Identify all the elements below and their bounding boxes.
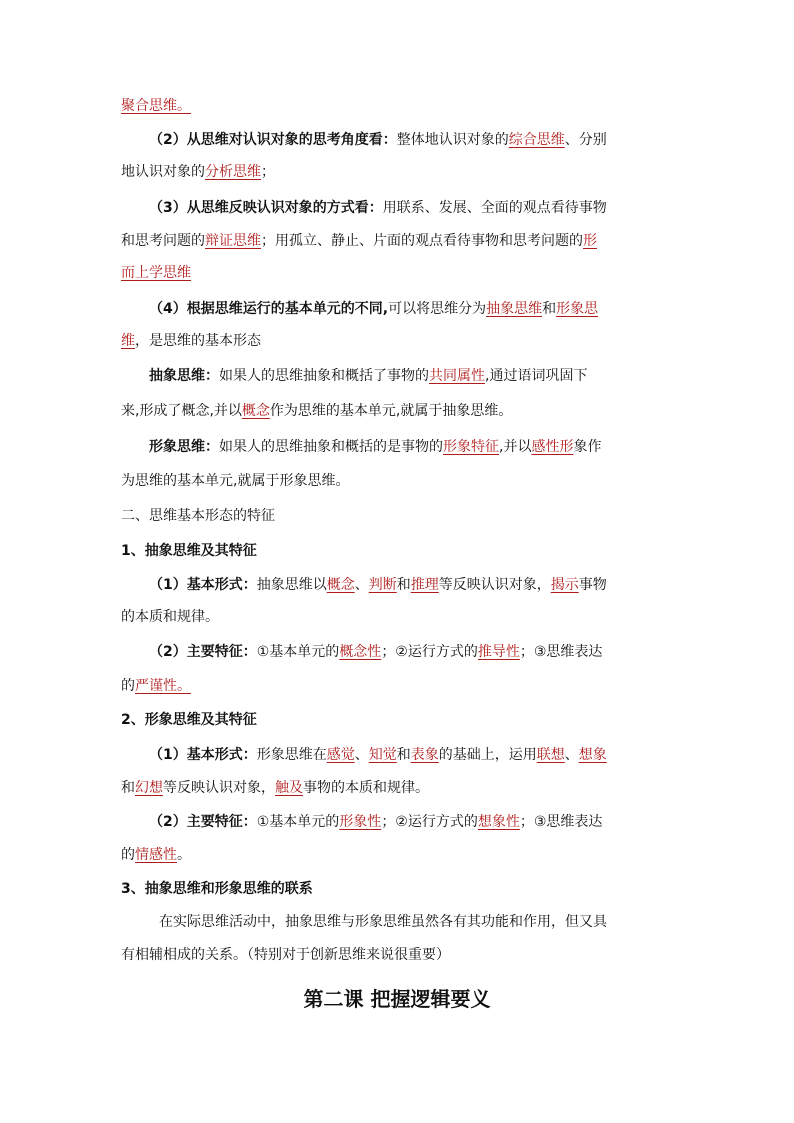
paragraph-line [121, 472, 681, 490]
paragraph-line [121, 677, 681, 695]
text: ①基本单元的 [256, 814, 340, 830]
paragraph-line [149, 131, 681, 149]
keyword: 联想 [536, 747, 565, 763]
paragraph-line [149, 367, 681, 385]
text: 等反映认识对象， [438, 577, 551, 593]
keyword: 概念性 [339, 644, 382, 660]
text: 形象思维在 [256, 747, 327, 763]
paragraph-line [121, 779, 681, 797]
keyword: 而上学思维 [121, 265, 191, 281]
text: 、 [354, 577, 369, 593]
text: 象作 [573, 439, 602, 455]
text: 如果人的思维抽象和概括的是事物的 [219, 439, 443, 455]
paragraph-line: 在实际思维活动中，抽象思维与形象思维虽然各有其功能和作用，但又具 [159, 914, 607, 930]
item-heading: 基本形式： [186, 577, 257, 593]
paragraph-line [149, 746, 681, 764]
text: 的 [121, 678, 135, 694]
text: 和 [542, 301, 557, 317]
keyword: 推理 [410, 577, 439, 593]
text: 如果人的思维抽象和概括了事物的 [219, 368, 429, 384]
text: 为思维的基本单元,就属于形象思维。 [121, 473, 350, 489]
item-number: （2） [149, 814, 187, 830]
text: 的 [121, 847, 135, 863]
item-number: （1） [149, 577, 187, 593]
keyword: 想象性 [477, 814, 520, 830]
keyword: 辩证思维 [205, 233, 261, 249]
subsection-heading: 1、抽象思维及其特征 [121, 543, 257, 559]
keyword: 知觉 [368, 747, 397, 763]
keyword: 维 [121, 333, 135, 349]
text: ；③思维表达 [519, 814, 603, 830]
text: 事物 [578, 577, 607, 593]
item-number: （2） [149, 644, 187, 660]
text: ,通过语词巩固下 [485, 368, 588, 384]
paragraph-line [149, 813, 681, 831]
item-heading: 从思维对认识对象的思考角度看： [186, 132, 397, 148]
paragraph-line: 有相辅相成的关系。（特别对于创新思维来说很重要） [121, 947, 450, 963]
section-heading: 二、思维基本形态的特征 [121, 508, 275, 524]
text: 作为思维的基本单元,就属于抽象思维。 [269, 403, 513, 419]
item-number: （2） [149, 132, 187, 148]
item-heading: 主要特征： [186, 644, 257, 660]
keyword: 形 [583, 233, 597, 249]
text: ；③思维表达 [519, 644, 603, 660]
paragraph-line [149, 199, 681, 217]
text: ①基本单元的 [256, 644, 340, 660]
text: 。 [177, 847, 191, 863]
item-heading: 基本形式： [186, 747, 257, 763]
text: ；②运行方式的 [381, 644, 478, 660]
paragraph-line [149, 576, 681, 594]
text: ；用孤立、静止、片面的观点看待事物和思考问题的 [261, 233, 583, 249]
paragraph-line [121, 232, 681, 250]
text: 的本质和规律。 [121, 609, 219, 625]
item-number: （4） [149, 301, 187, 317]
paragraph-line [121, 608, 681, 626]
lesson-title: 第二课 把握逻辑要义 [303, 987, 491, 1011]
paragraph-line [149, 300, 681, 318]
keyword: 概念 [326, 577, 355, 593]
paragraph-line [149, 438, 681, 456]
keyword: 形象特征 [443, 439, 499, 455]
item-number: （1） [149, 747, 187, 763]
keyword: 情感性 [135, 847, 177, 863]
keyword: 感觉 [326, 747, 355, 763]
item-heading: 从思维反映认识对象的方式看： [186, 200, 383, 216]
text: 和思考问题的 [121, 233, 205, 249]
keyword: 共同属性 [429, 368, 485, 384]
subsection-heading: 2、形象思维及其特征 [121, 712, 257, 728]
text: 等反映认识对象， [163, 780, 275, 796]
paragraph-line [149, 643, 681, 661]
paragraph-line [121, 264, 681, 282]
keyword: 概念 [241, 403, 270, 419]
item-heading: 根据思维运行的基本单元的不同, [186, 301, 389, 317]
keyword: 判断 [368, 577, 397, 593]
text: 的基础上，运用 [438, 747, 537, 763]
text: 整体地认识对象的 [396, 132, 509, 148]
item-heading: 形象思维： [149, 439, 219, 455]
text: 和 [396, 747, 411, 763]
text: ；②运行方式的 [381, 814, 478, 830]
text: ； [261, 164, 275, 180]
keyword: 感性形 [531, 439, 574, 455]
text: 可以将思维分为 [388, 301, 487, 317]
subsection-heading: 3、抽象思维和形象思维的联系 [121, 881, 313, 897]
keyword: 想象 [578, 747, 607, 763]
paragraph-line [121, 402, 681, 420]
paragraph-line [121, 846, 681, 864]
text: 来,形成了概念,并以 [121, 403, 242, 419]
text: ,并以 [499, 439, 532, 455]
keyword: 形象思 [556, 301, 599, 317]
paragraph-line [121, 163, 681, 181]
text: 抽象思维以 [256, 577, 327, 593]
keyword: 严谨性。 [135, 678, 191, 694]
text: 和 [121, 780, 135, 796]
keyword: 推导性 [477, 644, 520, 660]
keyword: 聚合思维。 [121, 98, 191, 114]
text: 、 [354, 747, 369, 763]
text: 和 [396, 577, 411, 593]
text: 事物的本质和规律。 [303, 780, 429, 796]
text: 、分别 [564, 132, 607, 148]
keyword: 揭示 [550, 577, 579, 593]
keyword: 形象性 [339, 814, 382, 830]
keyword: 分析思维 [205, 164, 261, 180]
text: 地认识对象的 [121, 164, 205, 180]
keyword: 综合思维 [508, 132, 565, 148]
paragraph-line [121, 332, 681, 350]
keyword: 抽象思维 [486, 301, 543, 317]
keyword: 表象 [410, 747, 439, 763]
keyword: 幻想 [135, 780, 163, 796]
text: 用联系、发展、全面的观点看待事物 [382, 200, 607, 216]
keyword: 触及 [275, 780, 303, 796]
paragraph-line [121, 97, 681, 115]
text: 、 [564, 747, 579, 763]
item-number: （3） [149, 200, 187, 216]
text: ，是思维的基本形态 [135, 333, 261, 349]
item-heading: 抽象思维： [149, 368, 219, 384]
item-heading: 主要特征： [186, 814, 257, 830]
